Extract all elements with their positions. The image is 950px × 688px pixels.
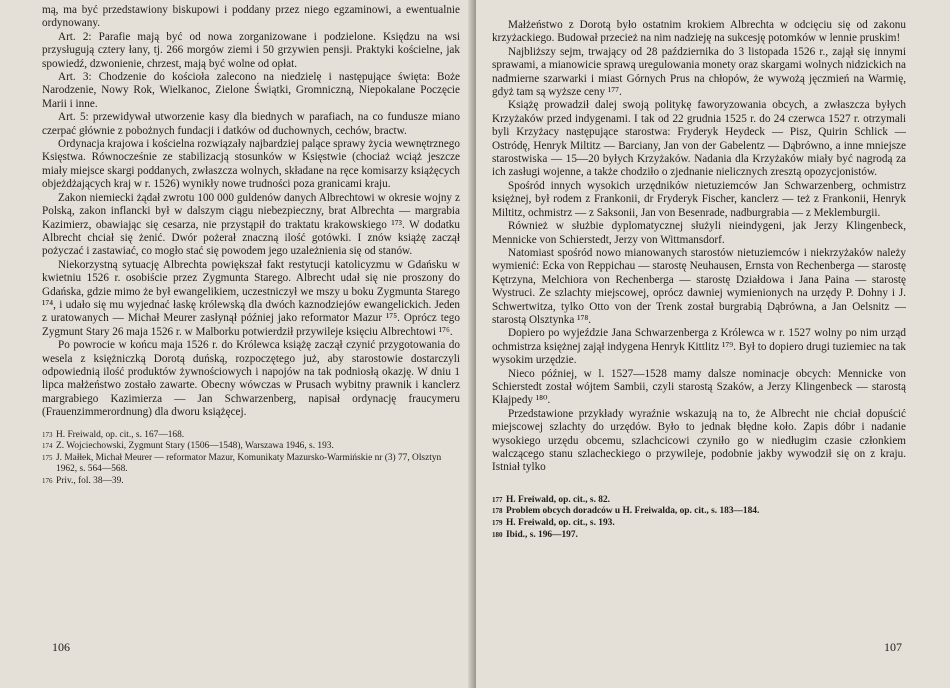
paragraph: Art. 2: Parafie mają być od nowa zorganizowane i podzielone. Księdzu na wsi przysługują cztery łany, tj. 266 morgów ziemi i 50 grzywien pensji. Praktyki kościelne, jak spowiedź, dzwonienie, chrzest, mają być wolne od opłat. — [42, 30, 460, 70]
paragraph: Niekorzystną sytuację Albrechta powiększał fakt restytucji katolicyzmu w Gdańsku w kwietniu 1526 r. osobiście przez Zygmunta Starego. Albrecht udał się nie proszony do Gdańska, gdzie mimo że był ewangelikiem, uczestniczył we mszy u boku Zygmunta Starego ¹⁷⁴, i udało się mu wyjednać łaskę królewską dla dwóch kaznodziejów ewangelickich. Jeden z uratowanych — Michał Meurer zasłynął później jako reformator Mazur ¹⁷⁵. Oprócz tego Zygmunt Stary 26 maja 1526 r. w Malborku potwierdził przywileje księciu Albrechtowi ¹⁷⁶. — [42, 258, 460, 338]
paragraph: Nieco później, w l. 1527—1528 mamy dalsze nominacje obcych: Mennicke von Schierstedt został wójtem Sambii, czyli starostą Szaków, a Jerzy Klingenbeck — starostą Kłajpedy ¹⁸⁰. — [492, 367, 906, 407]
paragraph: Książę prowadził dalej swoją politykę faworyzowania obcych, a zwłaszcza byłych Krzyżaków przed indygenami. I tak od 22 grudnia 1525 r. do 24 czerwca 1527 r. otrzymali byli Krzyżacy następujące starostwa: Fryderyk Heydeck — Pisz, Quirin Schlick — Ostródę, Henryk Miltitz — Barciany, Jan von der Gabelentz — Dąbrówno, a inne mniejsze starostwiska — 15—20 byłych Krzyżaków. Nadania dla Krzyżaków miały być nagrodą za ich zasługi wojenne, a także chodziło o zjednanie nielicznych zresztą opozycjonistów. — [492, 99, 906, 179]
footnote — [492, 518, 906, 530]
left-page-body — [42, 4, 460, 420]
paragraph: mą, ma być przedstawiony biskupowi i poddany przez niego egzaminowi, a ewentualnie ordynowany. — [42, 4, 460, 30]
footnote-number: 176 — [42, 476, 53, 485]
footnote-number: 178 — [492, 507, 503, 516]
footnote-text: J. Małłek, Michał Meurer — reformator Mazur, Komunikaty Mazursko-Warmińskie nr (3) 77, Olsztyn 1962, s. 564—568. — [56, 452, 442, 475]
paragraph: Po powrocie w końcu maja 1526 r. do Królewca książę zaczął czynić przygotowania do wesela z księżniczką Dorotą duńską, rozpoczętego już, aby starostowie dostarczyli odpowiednią ilość produktów żywnościowych i napojów na tak podniosłą okazję. W dniu 1 lipca małżeństwo zostało zawarte. Obecny wówczas w Prusach wybitny prawnik i kanclerz margrabiego Kazimierza — Jan Schwarzenberg, napisał ordynację fraucymeru (Frauenzimmerordnung) dla dworu książęcej. — [42, 339, 460, 419]
footnote — [42, 441, 460, 453]
footnote-text: H. Freiwald, op. cit., s. 82. — [506, 494, 610, 505]
footnote-number: 180 — [492, 530, 503, 539]
footnote — [42, 453, 460, 476]
footnote-number: 174 — [42, 442, 53, 451]
footnote — [42, 430, 460, 442]
footnote-number: 175 — [42, 453, 53, 462]
paragraph: Zakon niemiecki żądał zwrotu 100 000 guldenów danych Albrechtowi w okresie wojny z Polską, zakon inflancki był w dalszym ciągu niebezpieczny, brat Albrechta — margrabia Kazimierz, obawiając się cesarza, nie przystąpił do traktatu krakowskiego ¹⁷³. W dodatku Albrecht chciał się żenić. Dwór pożerał znaczną ilość gotówki. I znów książę zaczął pożyczać i zastawiać, co mogło stać się powodem jego uzależnienia się od stanów. — [42, 191, 460, 258]
footnote-text: Ibid., s. 196—197. — [506, 529, 578, 540]
footnote — [492, 530, 906, 542]
left-footnotes — [42, 430, 460, 488]
left-page — [0, 0, 474, 688]
footnote-text: Priv., fol. 38—39. — [56, 475, 124, 486]
paragraph: Art. 3: Chodzenie do kościoła zalecono na niedzielę i następujące święta: Boże Narodzenie, Nowy Rok, Wielkanoc, Zielone Świątki, Gromniczną, Niepokalane Poczęcie Marii i inne. — [42, 71, 460, 110]
footnote-text: H. Freiwald, op. cit., s. 167—168. — [56, 429, 185, 440]
footnote-text: H. Freiwald, op. cit., s. 193. — [506, 518, 615, 528]
footnote-text: Z. Wojciechowski, Zygmunt Stary (1506—1548), Warszawa 1946, s. 193. — [56, 441, 334, 452]
paragraph: Spośród innych wysokich urzędników nietuziemców Jan Schwarzenberg, ochmistrz księżnej, był rodem z Frankonii, dr Fryderyk Fischer, kanclerz — też z Frankonii, Henryk Miltitz, ochmistrz — z Saksonii, Jan von Besenrade, nadburgrabia — z Meklemburgii. — [492, 179, 906, 219]
page-number: 107 — [884, 640, 902, 654]
footnote-number: 177 — [492, 495, 503, 504]
paragraph: Również w służbie dyplomatycznej służyli nieindygeni, jak Jerzy Klingenbeck, Mennicke von Schierstedt, Jerzy von Wittmansdorf. — [492, 220, 906, 246]
page-number: 106 — [52, 640, 70, 654]
footnote-number: 179 — [492, 519, 503, 527]
footnote-number: 173 — [42, 430, 53, 439]
footnote — [492, 506, 906, 518]
footnote — [492, 495, 906, 507]
right-footnotes — [492, 495, 906, 541]
paragraph: Art. 5: przewidywał utworzenie kasy dla biednych w parafiach, na co fundusze miano czerpać głównie z pobożnych fundacji i datków od duchownych, cechów, bractw. — [42, 111, 460, 137]
right-page-body — [492, 19, 906, 475]
paragraph: Dopiero po wyjeździe Jana Schwarzenberga z Królewca w r. 1527 wolny po nim urząd ochmistrza księżnej zajął indygena Henryk Kittlitz ¹⁷⁹. Był to dopiero drugi tuziemiec na tak wysokim urzędzie. — [492, 327, 906, 367]
paragraph: Ordynacja krajowa i kościelna rozwiązały najbardziej palące sprawy życia wewnętrznego Księstwa. Równocześnie ze stabilizacją stosunków w Księstwie (chociaż wciąż jeszcze miały miejsce skargi poddanych, zwłaszcza wolnych, składane na ręce komisarzy książęcych objeżdżających kraj w r. 1526) wynikły nowe trudności poza granicami kraju. — [42, 138, 460, 191]
paragraph: Małżeństwo z Dorotą było ostatnim krokiem Albrechta w odcięciu się od zakonu krzyżackiego. Budował przecież na nim nadzieję na sukcesję potomków w lennie pruskim! — [492, 19, 906, 45]
paragraph: Przedstawione przykłady wyraźnie wskazują na to, że Albrecht nie chciał dopuścić miejscowej szlachty do urzędów. Było to jednak błędne koło. Zapis dóbr i nadanie wysokiego urzędu obcemu, szlachcicowi czyniło go w niedługim czasie członkiem walczącego stanu szlacheckiego o przywileje, podobnie jakby wywodził się on z kraju. Istniał tylko — [492, 407, 906, 474]
footnote-text: Problem obcych doradców u H. Freiwalda, op. cit., s. 183—184. — [506, 506, 760, 517]
right-page — [476, 0, 950, 688]
paragraph: Najbliższy sejm, trwający od 28 października do 3 listopada 1526 r., zajął się innymi sprawami, a mianowicie sprawą uregulowania monety oraz skargami wolnych nidzickich na nadmierne szarwarki i miast Górnych Prus na chłopów, że wywożą jęczmień na Warmię, gdyż tam są wyższe ceny ¹⁷⁷. — [492, 45, 906, 99]
paragraph: Natomiast spośród nowo mianowanych starostów nietuziemców i niekrzyżaków należy wymienić: Ecka von Reppichau — starostę Neuhausen, Ernsta von Rechenberga — starostę Kętrzyna, Melchiora von Rechenberga — starostę Działdowa i Jana Paina — starostę Wystruci. Ze szlachty miejscowej, oprócz dawniej wymienionych na urzędy P. Dohny i J. Schwertwitza, tylko Otto von der Trenk został burgrabią Dąbrówna, a Jan Oelsnitz — starostą Olsztynka ¹⁷⁸. — [492, 246, 906, 326]
footnote — [42, 476, 460, 488]
